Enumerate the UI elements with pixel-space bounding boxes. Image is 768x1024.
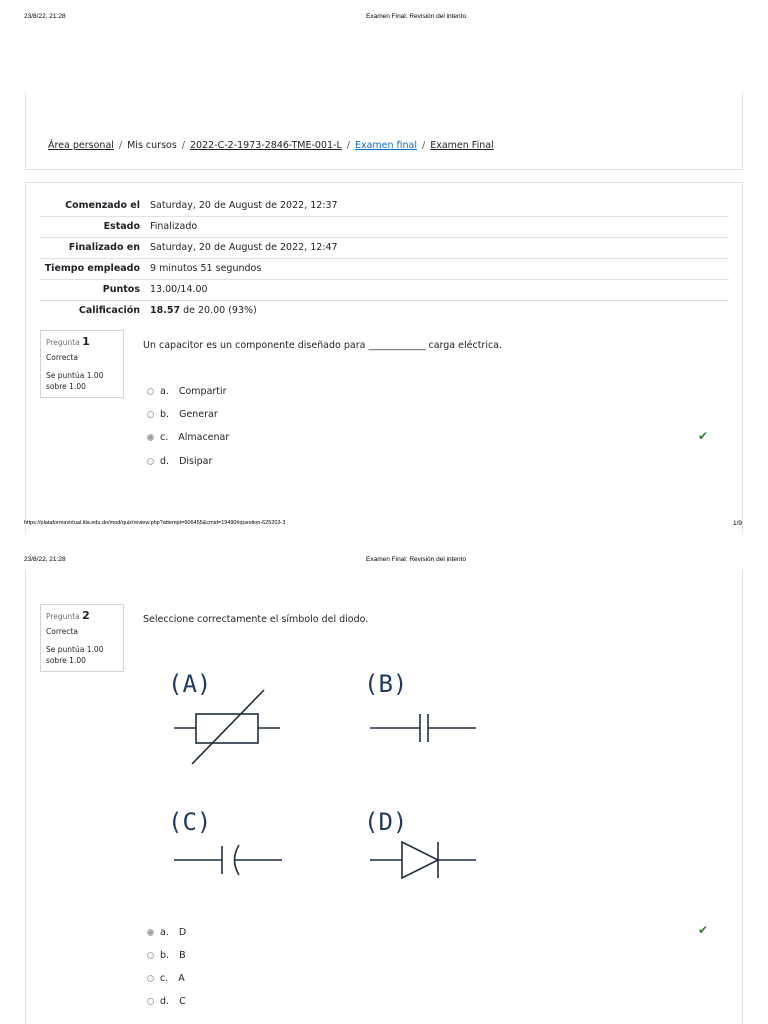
summary-value: Saturday, 20 de August de 2022, 12:37: [150, 200, 338, 211]
option-letter: b.: [160, 409, 170, 420]
answer-option[interactable]: [147, 950, 186, 961]
summary-value: Finalizado: [150, 221, 198, 232]
option-text: Disipar: [179, 456, 213, 467]
diode-symbol: [370, 842, 476, 878]
answer-option[interactable]: [147, 386, 227, 397]
capacitor-symbol: [370, 714, 476, 742]
polarized-capacitor-symbol: [174, 845, 282, 875]
option-letter: d.: [160, 456, 170, 467]
component-symbols-diagram: [160, 660, 500, 890]
summary-row: [40, 217, 729, 238]
question-number: [46, 336, 118, 348]
summary-row: [40, 238, 729, 259]
question-score: Se puntúa 1.00 sobre 1.00: [46, 645, 104, 665]
summary-row: [40, 259, 729, 280]
option-letter: c.: [160, 432, 169, 443]
radio-button[interactable]: [147, 952, 154, 959]
print-footer-page: 1/9: [733, 520, 743, 527]
answer-option[interactable]: [147, 456, 212, 467]
radio-button-checked[interactable]: [147, 929, 154, 936]
question-label: Pregunta: [46, 612, 80, 621]
answer-option-selected[interactable]: [147, 432, 229, 443]
print-header-date: 23/8/22, 21:28: [24, 556, 66, 563]
grade-value: 18.57: [150, 305, 181, 316]
question-number: [46, 610, 118, 622]
answer-option[interactable]: [147, 973, 185, 984]
summary-value: 13.00/14.00: [150, 284, 208, 295]
option-letter: a.: [160, 927, 169, 938]
diagram-label-c: (C): [168, 808, 212, 836]
option-text: B: [179, 950, 186, 961]
breadcrumb-mis-cursos: Mis cursos: [127, 140, 177, 151]
check-icon: ✔: [698, 429, 709, 443]
attempt-summary-table: [40, 196, 729, 321]
print-header-title: Examen Final: Revisión del intento: [366, 556, 467, 563]
question-info-box: [40, 330, 124, 398]
question-text: Un capacitor es un componente diseñado para ____________ carga eléctrica.: [143, 340, 503, 351]
breadcrumb: [48, 140, 494, 151]
grade-label: Calificación: [78, 305, 140, 316]
summary-label: Finalizado en: [68, 242, 140, 253]
radio-button[interactable]: [147, 411, 154, 418]
grade-rest: de 20.00 (93%): [183, 305, 257, 316]
breadcrumb-separator: /: [346, 140, 350, 151]
breadcrumb-link-examen-final-section[interactable]: Examen final: [354, 140, 418, 151]
answer-option-selected[interactable]: [147, 927, 186, 938]
question-label: Pregunta: [46, 338, 80, 347]
breadcrumb-link-area-personal[interactable]: Área personal: [48, 140, 114, 151]
option-text: A: [178, 973, 185, 984]
radio-button-checked[interactable]: [147, 434, 154, 441]
option-text: D: [178, 927, 187, 938]
print-footer-url: https://plataformavirtual.itla.edu.do/mod/quiz/review.php?attempt=606455&cmid=19490#question-625203-3: [24, 520, 286, 526]
breadcrumb-separator: /: [181, 140, 185, 151]
summary-label: Estado: [103, 221, 140, 232]
question-score: Se puntúa 1.00 sobre 1.00: [46, 371, 104, 391]
option-letter: d.: [160, 996, 170, 1007]
radio-button[interactable]: [147, 388, 154, 395]
summary-value: Saturday, 20 de August de 2022, 12:47: [150, 242, 338, 253]
option-text: C: [179, 996, 186, 1007]
radio-button[interactable]: [147, 975, 154, 982]
print-header-date: 23/8/22, 21:28: [24, 13, 66, 20]
question-text: Seleccione correctamente el símbolo del diodo.: [143, 614, 369, 625]
varistor-symbol: [174, 690, 280, 764]
radio-button[interactable]: [147, 998, 154, 1005]
breadcrumb-link-course[interactable]: 2022-C-2-1973-2846-TME-001-L: [189, 140, 342, 151]
option-text: Compartir: [178, 386, 227, 397]
summary-row: [40, 280, 729, 301]
summary-label: Puntos: [102, 284, 140, 295]
answer-option[interactable]: [147, 996, 186, 1007]
summary-label: Comenzado el: [65, 200, 140, 211]
answer-option[interactable]: [147, 409, 218, 420]
question-info-box: [40, 604, 124, 672]
breadcrumb-separator: /: [422, 140, 426, 151]
grade-value-cell: [146, 301, 729, 322]
breadcrumb-card: [25, 93, 743, 170]
radio-button[interactable]: [147, 458, 154, 465]
summary-row-grade: [40, 301, 729, 322]
option-letter: a.: [160, 386, 169, 397]
option-letter: b.: [160, 950, 170, 961]
breadcrumb-link-examen-final[interactable]: Examen Final: [430, 140, 494, 151]
question-number-value: 2: [82, 609, 90, 622]
question-number-value: 1: [82, 335, 90, 348]
option-text: Generar: [179, 409, 218, 420]
diagram-label-d: (D): [364, 808, 408, 836]
diagram-label-b: (B): [364, 670, 408, 698]
check-icon: ✔: [698, 923, 709, 937]
option-text: Almacenar: [178, 432, 230, 443]
question-state: Correcta: [46, 627, 78, 636]
summary-value: 9 minutos 51 segundos: [150, 263, 262, 274]
question-state: Correcta: [46, 353, 78, 362]
summary-row: [40, 196, 729, 217]
print-header-title: Examen Final: Revisión del intento: [366, 13, 467, 20]
option-letter: c.: [160, 973, 169, 984]
breadcrumb-separator: /: [118, 140, 123, 151]
diagram-label-a: (A): [168, 670, 212, 698]
summary-label: Tiempo empleado: [44, 263, 140, 274]
